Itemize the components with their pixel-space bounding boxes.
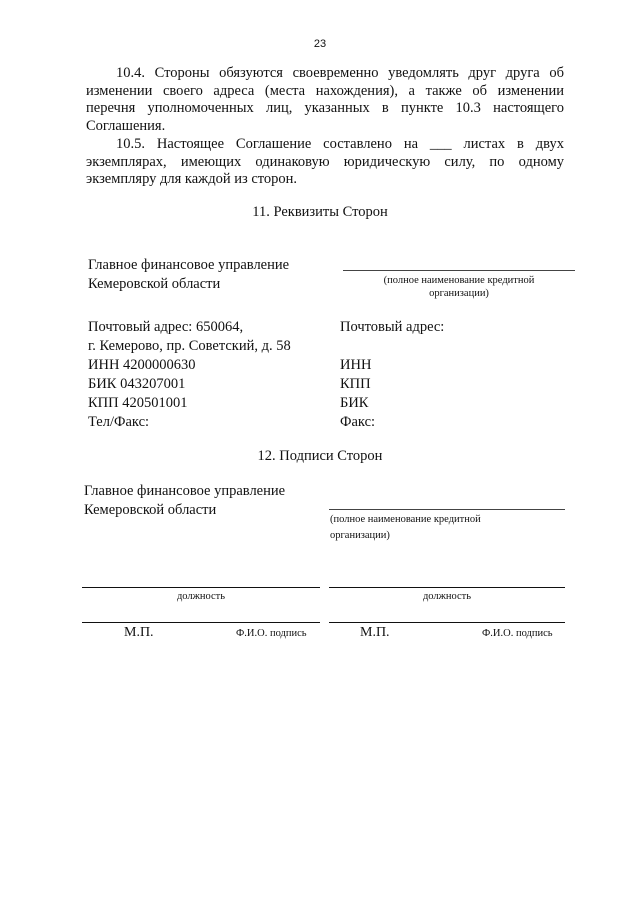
left-position-line[interactable] <box>82 587 320 588</box>
right-stamp-label: М.П. <box>360 625 390 640</box>
caption-line: организации) <box>429 288 489 299</box>
left-address-line: г. Кемерово, пр. Советский, д. 58 <box>88 338 291 354</box>
section-11-bank-caption <box>343 274 575 300</box>
caption-line: (полное наименование кредитной <box>383 275 535 286</box>
right-signature-caption: Ф.И.О. подпись <box>482 628 553 639</box>
section-11-left-org <box>88 256 289 294</box>
right-position-caption: должность <box>422 591 472 602</box>
right-fax: Факс: <box>340 414 376 430</box>
org-name-line: Кемеровской области <box>84 502 217 518</box>
org-name-line: Главное финансовое управление <box>84 483 286 499</box>
left-inn: ИНН 4200000630 <box>88 357 196 373</box>
section-12-bank-caption <box>330 512 566 544</box>
paragraph-line: перечня уполномоченных лиц, указанных в пункте 10.3 настоящего <box>86 100 564 116</box>
left-signature-line[interactable] <box>82 622 320 623</box>
section-11-bank-name-line[interactable] <box>343 270 575 271</box>
org-name-line: Кемеровской области <box>88 276 221 292</box>
left-kpp: КПП 420501001 <box>88 395 188 411</box>
paragraph-line: 10.4. Стороны обязуются своевременно уведомлять друг друга об <box>116 65 564 81</box>
paragraph-10-4 <box>86 65 564 135</box>
section-12-heading: 12. Подписи Сторон <box>257 448 383 464</box>
right-signature-line[interactable] <box>329 622 565 623</box>
section-11-left-details <box>88 318 291 432</box>
paragraph-line: экземпляру для каждой из сторон. <box>86 171 298 187</box>
left-stamp-label: М.П. <box>124 625 154 640</box>
right-kpp: КПП <box>340 376 371 392</box>
section-12-left-org <box>84 482 285 520</box>
right-inn: ИНН <box>340 357 372 373</box>
paragraph-line: Соглашения. <box>86 117 166 134</box>
org-name-line: Главное финансовое управление <box>88 257 290 273</box>
caption-line: организации) <box>330 530 390 541</box>
paragraph-10-5 <box>86 136 564 189</box>
paragraph-line: экземплярах, имеющих одинаковую юридическую силу, по одному <box>86 153 564 170</box>
left-tel-fax: Тел/Факс: <box>88 414 150 430</box>
right-address: Почтовый адрес: <box>340 319 445 335</box>
caption-line: (полное наименование кредитной <box>330 514 481 525</box>
page-number: 23 <box>313 38 327 50</box>
left-position-caption: должность <box>176 591 226 602</box>
left-address-line: Почтовый адрес: 650064, <box>88 319 244 335</box>
section-12-bank-name-line[interactable] <box>329 509 565 510</box>
left-bik: БИК 043207001 <box>88 376 186 392</box>
paragraph-line: изменении своего адреса (места нахождения), а также об изменении <box>86 82 564 99</box>
right-position-line[interactable] <box>329 587 565 588</box>
section-11-heading: 11. Реквизиты Сторон <box>252 204 388 220</box>
paragraph-line: 10.5. Настоящее Соглашение составлено на ___ листах в двух <box>116 136 564 152</box>
section-11-right-details <box>340 318 444 432</box>
left-signature-caption: Ф.И.О. подпись <box>236 628 307 639</box>
right-bik: БИК <box>340 395 369 411</box>
